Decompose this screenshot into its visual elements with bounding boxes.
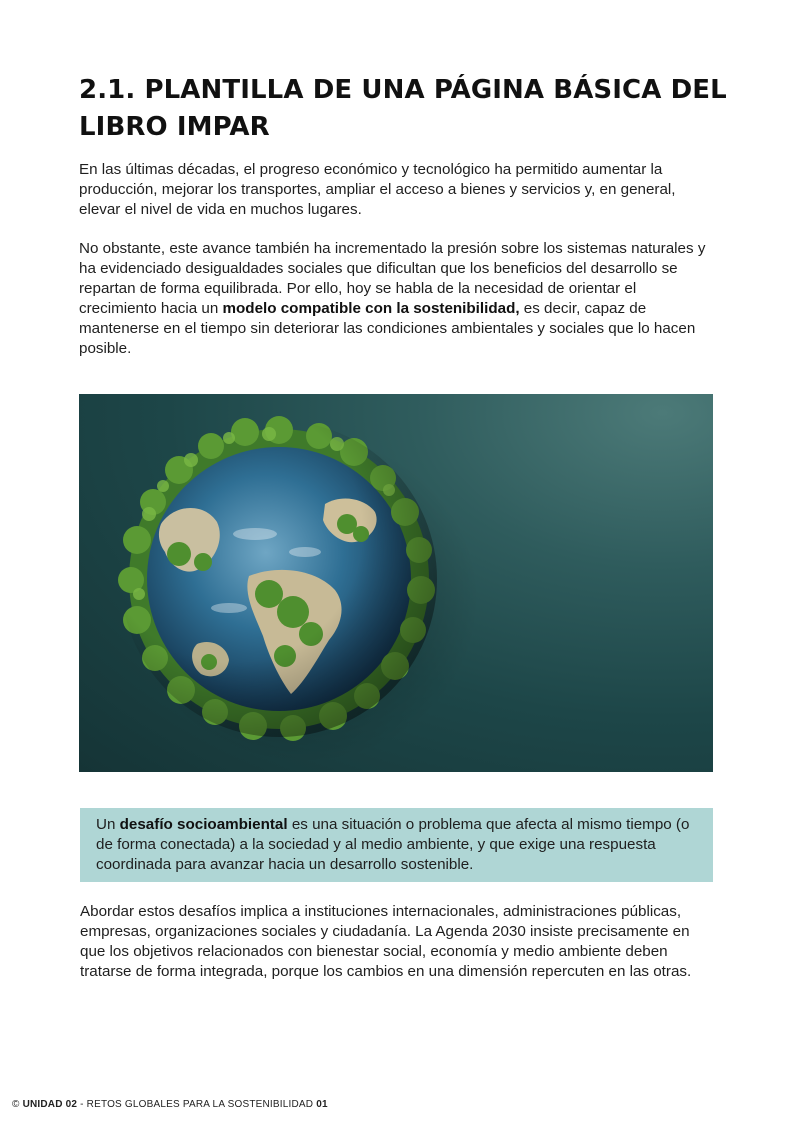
- callout-text: [96, 815, 697, 875]
- intro-paragraph-1: En las últimas décadas, el progreso económico y tecnológico ha permitido aumentar la producción, mejorar los transportes, ampliar el acceso a bienes y servicios y, en general, elevar el nivel de vida en muchos lugares.: [79, 161, 676, 219]
- intro-paragraph-2-text-end: es decir, capaz de mantenerse en el tiempo sin deteriorar las condiciones ambientales y sociales que lo hacen posible.: [79, 300, 696, 358]
- closing-paragraph: Abordar estos desafíos implica a instituciones internacionales, administraciones públicas, empresas, organizaciones sociales y ciudadanía. La Agenda 2030 insiste precisamente en que los objetivos relacionados con bienestar social, economía y medio ambiente deben tratarse de forma integrada, porque los cambios en una dimensión repercuten en las otras.: [80, 903, 692, 981]
- copyright-symbol: ©: [12, 1099, 20, 1110]
- page-title: 2.1. PLANTILLA DE UNA PÁGINA BÁSICA DEL LIBRO IMPAR: [79, 75, 727, 142]
- footer-course: RETOS GLOBALES PARA LA SOSTENIBILIDAD: [86, 1099, 314, 1110]
- intro-paragraph-2-emphasis: modelo compatible con la sostenibilidad,: [222, 300, 520, 318]
- callout-term: desafío socioambiental: [119, 816, 288, 833]
- page-footer: [12, 1099, 328, 1111]
- callout-definition: es una situación o problema que afecta al mismo tiempo (o de forma conectada) a la sociedad y al medio ambiente, y que exige una respuesta coordinada para avanzar hacia un desarrollo sostenible.: [96, 816, 690, 874]
- footer-separator: -: [77, 1099, 87, 1110]
- page-number: 01: [316, 1099, 328, 1110]
- intro-paragraph-2-text-start: No obstante, este avance también ha incrementado la presión sobre los sistemas naturales y ha evidenciado desigualdades sociales que dificultan que los beneficios del desarrollo se repartan de forma equilibrada. Por ello, hoy se habla de la necesidad de orientar el crecimiento hacia un: [79, 240, 706, 318]
- hero-image: [79, 394, 713, 772]
- footer-unit: UNIDAD 02: [22, 1099, 78, 1110]
- definition-callout: [80, 808, 713, 882]
- callout-prefix: Un: [96, 816, 120, 833]
- intro-paragraph-2: [79, 239, 715, 360]
- earth-globe-icon: [79, 394, 713, 772]
